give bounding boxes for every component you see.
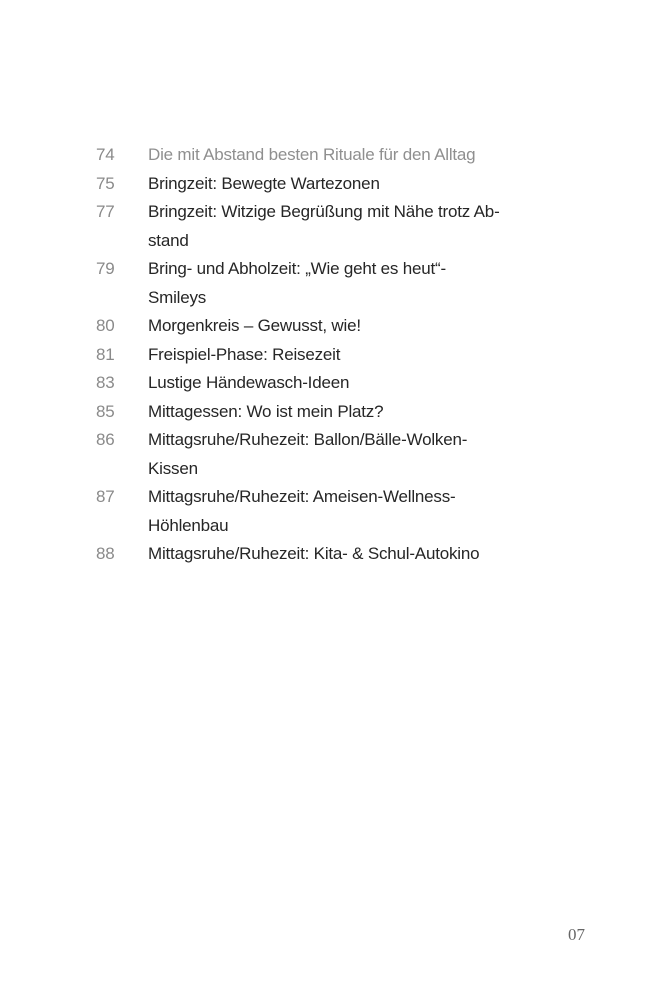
toc-entry-row [96,426,596,483]
toc-entry-title: Bringzeit: Witzige Begrüßung mit Nähe trotz Ab- stand [148,202,500,250]
page-folio: 07 [568,925,585,944]
toc-page-number: 88 [96,544,115,563]
toc-entry-row [96,369,596,398]
toc-page-number: 79 [96,259,115,278]
toc-entry-title: Mittagsruhe/Ruhezeit: Ballon/Bälle-Wolken- Kissen [148,430,468,478]
toc-page-number: 86 [96,430,115,449]
toc-entry-row [96,170,596,199]
toc-entry-row [96,483,596,540]
toc-entry-row [96,398,596,427]
toc-section-row [96,141,596,170]
toc-entry-title: Mittagsruhe/Ruhezeit: Kita- & Schul-Autokino [148,544,480,563]
toc-page-number: 75 [96,173,115,193]
toc-section-title: Die mit Abstand besten Rituale für den Alltag [148,145,476,164]
toc-entry-row [96,341,596,370]
toc-entry-title: Bring- und Abholzeit: „Wie geht es heut“- Smileys [148,259,446,307]
toc-page-number: 87 [96,487,115,506]
toc-entry-title: Freispiel-Phase: Reisezeit [148,344,341,364]
toc-entry-title: Mittagsruhe/Ruhezeit: Ameisen-Wellness- Höhlenbau [148,487,456,535]
toc-page-number: 80 [96,316,115,335]
toc-entry-row [96,312,596,341]
table-of-contents [96,141,596,569]
toc-entry-title: Lustige Händewasch-Ideen [148,373,350,392]
toc-entry-row [96,255,596,312]
toc-page-number: 81 [96,344,115,364]
toc-page-number: 77 [96,202,115,221]
toc-entry-title: Morgenkreis – Gewusst, wie! [148,316,361,335]
toc-entry-row [96,198,596,255]
toc-page-number: 85 [96,401,115,421]
toc-entry-title: Mittagessen: Wo ist mein Platz? [148,401,384,421]
toc-entry-title: Bringzeit: Bewegte Wartezonen [148,173,380,193]
toc-page-number: 74 [96,145,115,164]
toc-page-number: 83 [96,373,115,392]
toc-entry-row [96,540,596,569]
